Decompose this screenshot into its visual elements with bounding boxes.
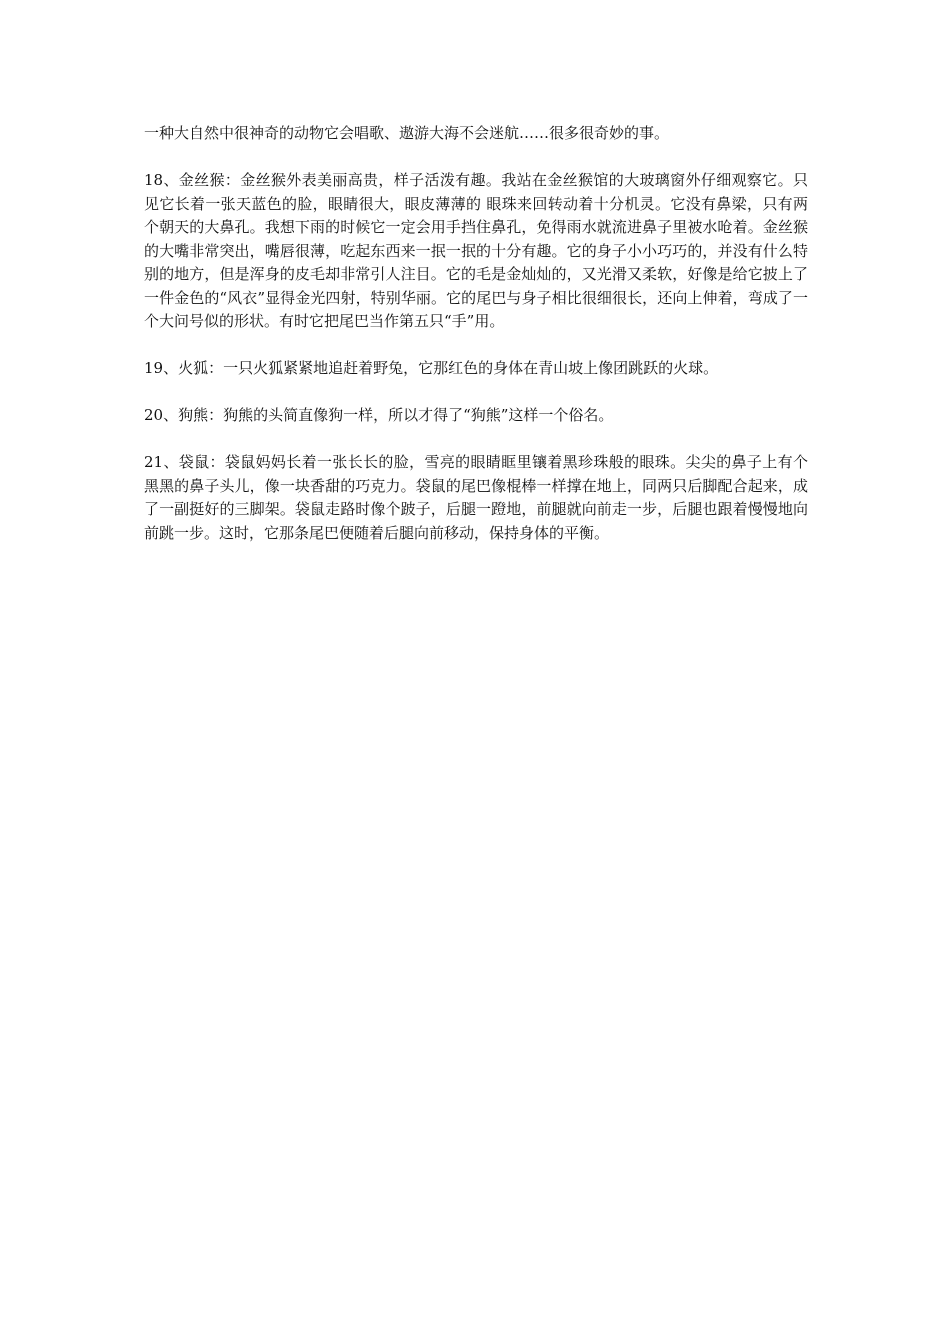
- paragraph-kangaroo: 21、袋鼠：袋鼠妈妈长着一张长长的脸，雪亮的眼睛眶里镶着黑珍珠般的眼珠。尖尖的鼻子上有个黑黑的鼻子头儿，像一块香甜的巧克力。袋鼠的尾巴像棍棒一样撑在地上，同两只后脚配合起来，成了一副挺好的三脚架。袋鼠走路时像个跛子，后腿一蹬地，前腿就向前走一步，后腿也跟着慢慢地向前跳一步。这时，它那条尾巴便随着后腿向前移动，保持身体的平衡。: [144, 453, 808, 542]
- paragraph-intro: 一种大自然中很神奇的动物它会唱歌、遨游大海不会迷航……很多很奇妙的事。: [144, 124, 670, 142]
- document-body: [144, 122, 808, 569]
- paragraph-bear: 20、狗熊：狗熊的头简直像狗一样，所以才得了“狗熊”这样一个俗名。: [144, 406, 614, 424]
- paragraph-fire-fox: 19、火狐：一只火狐紧紧地追赶着野兔，它那红色的身体在青山坡上像团跳跃的火球。: [144, 359, 719, 377]
- paragraph-golden-monkey: 18、金丝猴：金丝猴外表美丽高贵，样子活泼有趣。我站在金丝猴馆的大玻璃窗外仔细观察它。只见它长着一张天蓝色的脸，眼睛很大，眼皮薄薄的 眼珠来回转动着十分机灵。它没有鼻梁，只有两个朝天的大鼻孔。我想下雨的时候它一定会用手挡住鼻孔，免得雨水就流进鼻子里被水呛着。金丝猴的大嘴非常突出，嘴唇很薄，吃起东西来一抿一抿的十分有趣。它的身子小小巧巧的，并没有什么特别的地方，但是浑身的皮毛却非常引人注目。它的毛是金灿灿的，又光滑又柔软，好像是给它披上了一件金色的“风衣”显得金光四射，特别华丽。它的尾巴与身子相比很细很长，还向上伸着，弯成了一个大问号似的形状。有时它把尾巴当作第五只“手”用。: [144, 171, 808, 330]
